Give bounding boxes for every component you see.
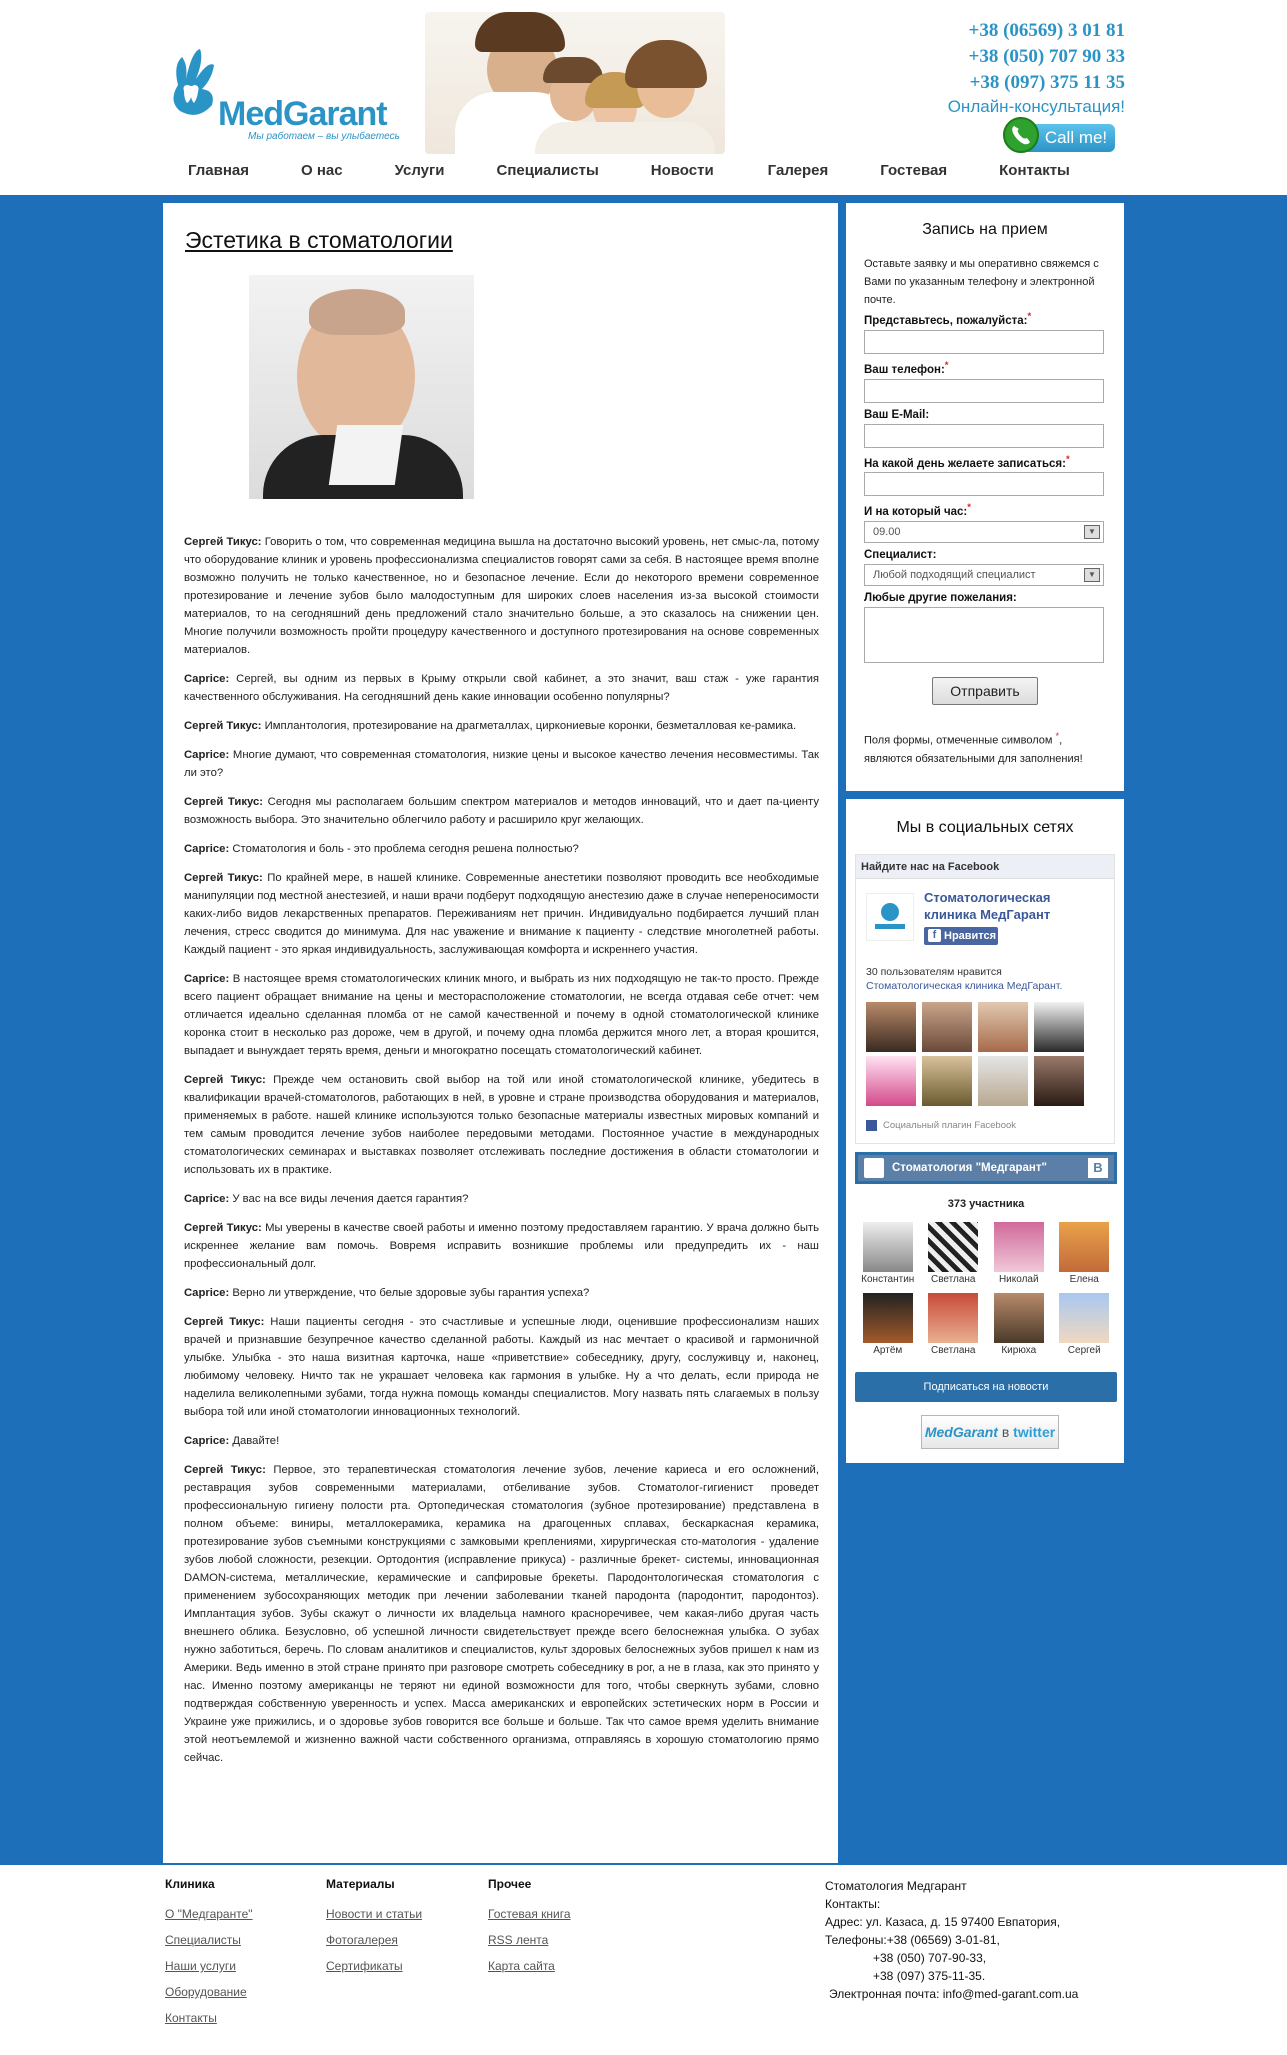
- brand-name: MedGarant: [218, 95, 387, 133]
- footer-link[interactable]: Гостевая книга: [488, 1907, 571, 1921]
- wishes-textarea[interactable]: [864, 607, 1104, 663]
- wishes-label: Любые другие пожелания:: [864, 592, 1017, 605]
- member-avatar: [863, 1222, 913, 1272]
- footer-link[interactable]: Фотогалерея: [326, 1933, 398, 1947]
- vk-member[interactable]: Кирюха: [986, 1293, 1052, 1356]
- vk-member[interactable]: Сергей: [1052, 1293, 1118, 1356]
- form-title: Запись на прием: [922, 221, 1048, 238]
- facebook-like-button[interactable]: f Нравится: [924, 927, 998, 945]
- email-input[interactable]: [864, 424, 1104, 448]
- header-family-photo: [425, 12, 725, 154]
- fan-avatar[interactable]: [922, 1002, 972, 1052]
- fan-avatar[interactable]: [866, 1002, 916, 1052]
- article-paragraph: Caprice: Стоматология и боль - это проблема сегодня решена полностью?: [184, 843, 579, 855]
- fan-avatar[interactable]: [866, 1056, 916, 1106]
- phone-2[interactable]: +38 (050) 707 90 33: [968, 46, 1125, 67]
- main-nav: [165, 160, 1125, 190]
- vk-member[interactable]: Светлана: [921, 1293, 987, 1356]
- fan-avatar[interactable]: [1034, 1002, 1084, 1052]
- footer-link[interactable]: Карта сайта: [488, 1959, 555, 1973]
- footer-col-title: Прочее: [488, 1877, 532, 1891]
- name-label: Представьтесь, пожалуйста:*: [864, 311, 1032, 327]
- footer-link[interactable]: Контакты: [165, 2011, 217, 2025]
- footer-col-title: Клиника: [165, 1877, 215, 1891]
- chevron-down-icon: ▼: [1084, 525, 1100, 539]
- submit-button[interactable]: Отправить: [932, 677, 1038, 705]
- fan-avatar[interactable]: [978, 1002, 1028, 1052]
- article-title: Эстетика в стоматологии: [185, 227, 453, 253]
- name-input[interactable]: [864, 330, 1104, 354]
- vk-widget: [855, 1152, 1117, 1452]
- form-required-note: Поля формы, отмеченные символом *, являются обязательными для заполнения!: [864, 731, 1083, 765]
- nav-gallery[interactable]: Галерея: [767, 162, 829, 179]
- article-paragraph: Caprice: Давайте!: [184, 1435, 280, 1447]
- page-logo[interactable]: [866, 893, 914, 941]
- article-paragraph: Сергей Тикус: По крайней мере, в нашей клинике. Современные анестетики позволяют проводить все необходимые манипуляции под местной анестезией, и наши врачи подберут подходящую анестезию даже в случае непереносимости каких-либо видов лекарственных препаратов. Переживаниям нет причин. Индивидуально подбирается лучший план лечения, стресс сводится до минимума. Для нас уважение и внимание к пациенту - следствие многолетней работы. Каждый пациент - это яркая индивидуальность, заслуживающая комфорта и искреннего участия.: [184, 872, 819, 956]
- article-paragraph: Caprice: У вас на все виды лечения дается гарантия?: [184, 1193, 469, 1205]
- footer-link[interactable]: Сертификаты: [326, 1959, 403, 1973]
- chevron-down-icon: ▼: [1084, 568, 1100, 582]
- vk-member-count: 373 участника: [947, 1198, 1025, 1210]
- email-label: Ваш E-Mail:: [864, 408, 930, 421]
- social-panel: [846, 799, 1124, 1463]
- vk-members: [855, 1222, 1117, 1356]
- online-consultation-link[interactable]: Онлайн-консультация!: [947, 97, 1125, 116]
- article-paragraph: Сергей Тикус: Первое, это терапевтическая стоматология лечение зубов, лечение кариеса и его осложнений, реставрация зубов современными материалами, отбеливание зубов. Стоматолог-гигиенист проведет профессиональную гигиену полости рта. Ортопедическая стоматология (зубное протезирование) представлена в полном объеме: виниры, металлокерамика, керамика на драгоценных сплавах, бескаркасная керамика, протезирование зубов съемными конструкциями с замковыми креплениями, хирургическая сто-матология - удаление зубов любой сложности, резекции. Ортодонтия (исправление прикуса) - различные брекет- системы, инновационная DAMON-система, металлические, керамические и сапфировые брекеты. Пародонтологическая стоматология с применением зубосохраняющих методик при лечении заболевании тканей пародонта (пародонтит, пародонтоз). Имплантация зубов. Зубы скажут о личности их владельца намного красноречивее, чем какая-либо другая часть внешнего облика. Безусловно, об успешной личности свидетельствует прежде всего белоснежная улыбка. О зубах нужно заботиться, беречь. По словам аналитиков и специалистов, культ здоровых белоснежных зубов пришел к нам из Америки. Ведь именно в этой стране принято при разговоре смотреть собеседнику в рог, а не в глаза, как это принято у нас. Именно поэтому американцы не теряют ни единой возможности для того, чтобы сверкнуть зубами, словно подтверждая собственную уверенность и успех. Масса американских и европейских эстетических норм в России и Украине уже прижились, и о здоровье зубов говорится все больше и больше. Так что самое время уделить внимание этой неотъемлемой и жизненно важной части собственного организма, отправляясь в хорошую стоматологию прямо сейчас.: [184, 1464, 820, 1764]
- vk-member[interactable]: Елена: [1052, 1222, 1118, 1285]
- article-paragraph: Сергей Тикус: Наши пациенты сегодня - это счастливые и успешные люди, оценившие профессионализм наших врачей и признавшие безупречное качество сделанной работы. Каждый из нас мечтает о красивой и гармоничной улыбке. Улыбка - это наша визитная карточка, наше «приветствие» собеседнику, другу, сослуживцу и, наконец, любимому человеку. Ничто так не украшает человека как гармония в улыбке. Ну а что делать, если природа не наделила великолепными зубами, тогда нужна помощь команды специалистов. Могу назвать пять слагаемых в пользу выбора той или иной стоматологии инновационных технологий.: [184, 1316, 820, 1418]
- facebook-widget: [855, 854, 1115, 1144]
- footer-link[interactable]: Наши услуги: [165, 1959, 236, 1973]
- footer-link[interactable]: RSS лента: [488, 1933, 549, 1947]
- article-paragraph: Сергей Тикус: Сегодня мы располагаем большим спектром материалов и методов инноваций, что и дает па-циенту возможность выбора. Это значительно облегчило работу и расширило круг желающих.: [184, 796, 819, 826]
- footer-col-other: [488, 1877, 571, 1979]
- facebook-header: Найдите нас на Facebook: [856, 855, 1114, 879]
- footer-link[interactable]: Новости и статьи: [326, 1907, 423, 1921]
- member-avatar: [928, 1293, 978, 1343]
- social-title: Мы в социальных сетях: [896, 819, 1074, 836]
- footer-link[interactable]: Оборудование: [165, 1985, 247, 1999]
- footer-link[interactable]: О "Медгаранте": [165, 1907, 253, 1921]
- footer-col-title: Материалы: [326, 1877, 395, 1891]
- specialist-select[interactable]: Любой подходящий специалист ▼: [864, 564, 1104, 586]
- facebook-page: [866, 889, 1106, 949]
- vk-member[interactable]: Николай: [986, 1222, 1052, 1285]
- doctor-photo: [249, 275, 474, 499]
- article-paragraph: Caprice: Сергей, вы одним из первых в Крыму открыли свой кабинет, а это значит, ваш стаж - уже гарантия качественного обслуживания. На сегодняшний день какие инновации особенно популярны?: [184, 673, 819, 703]
- site-footer: [0, 1865, 1287, 2055]
- nav-services[interactable]: Услуги: [394, 162, 445, 179]
- nav-specialists[interactable]: Специалисты: [496, 162, 599, 179]
- form-intro: Оставьте заявку и мы оперативно свяжемся с Вами по указанным телефону и электронной почте.: [864, 258, 1099, 306]
- member-avatar: [994, 1222, 1044, 1272]
- vk-logo-icon: B: [1088, 1158, 1108, 1178]
- fan-avatar[interactable]: [978, 1056, 1028, 1106]
- phone-3[interactable]: +38 (097) 375 11 35: [969, 72, 1125, 93]
- nav-guestbook[interactable]: Гостевая: [880, 162, 948, 179]
- member-avatar: [1059, 1293, 1109, 1343]
- phone-input[interactable]: [864, 379, 1104, 403]
- footer-email[interactable]: Электронная почта: info@med-garant.com.ua: [829, 1987, 1079, 2001]
- vk-header[interactable]: Стоматология "Медгарант" B: [855, 1152, 1117, 1184]
- facebook-fans-link[interactable]: Стоматологическая клиника МедГарант.: [866, 980, 1063, 992]
- article-paragraph: Сергей Тикус: Мы уверены в качестве своей работы и именно поэтому предоставляем гарантию. У врача должно быть искреннее желание вам помочь. Вовремя исправить возникшие проблемы или предупредить их - наш профессиональный долг.: [184, 1222, 820, 1270]
- nav-news[interactable]: Новости: [650, 162, 714, 179]
- phone-icon: [1003, 117, 1039, 153]
- day-label: На какой день желаете записаться:*: [864, 453, 1070, 470]
- appointment-form: [846, 203, 1124, 791]
- group-logo-icon: [864, 1158, 884, 1178]
- facebook-small-icon: [866, 1120, 877, 1131]
- article-body: [184, 533, 819, 1778]
- member-avatar: [863, 1293, 913, 1343]
- article-paragraph: Caprice: В настоящее время стоматологических клиник много, и выбрать из них подходящую не так-то просто. Прежде всего пациент обращает внимание на цены и месторасположение стоматологии, не всегда отдавая себе отчет: чем отличается идеально сделанная пломба от не самой качественной и почему в одной стоматологической клинике коронка стоит в несколько раз дороже, чем в другой, и почему одна пломба держится много лет, а вторая крошится, выпадает и вынуждает терять время, деньги и многократно посещать стоматологический кабинет.: [184, 973, 819, 1057]
- vk-member[interactable]: Светлана: [921, 1222, 987, 1285]
- facebook-faces: [866, 1002, 1106, 1106]
- hour-label: И на который час:*: [864, 502, 971, 519]
- footer-col-clinic: [165, 1877, 253, 2031]
- fan-avatar[interactable]: [1034, 1056, 1084, 1106]
- article-paragraph: Caprice: Многие думают, что современная стоматология, низкие цены и высокое качество лечения несовместимы. Так ли это?: [184, 749, 819, 779]
- specialist-label: Специалист:: [864, 549, 937, 562]
- facebook-plugin-note: Социальный плагин Facebook: [866, 1120, 1016, 1131]
- site-logo[interactable]: [168, 45, 400, 145]
- article-paragraph: Сергей Тикус: Имплантология, протезирование на драгметаллах, циркониевые коронки, безметалловая ке-рамика.: [184, 720, 797, 732]
- member-avatar: [1059, 1222, 1109, 1272]
- facebook-fans-text: 30 пользователям нравится Стоматологическая клиника МедГарант.: [866, 966, 1063, 992]
- fan-avatar[interactable]: [922, 1056, 972, 1106]
- facebook-page-name[interactable]: Стоматологическая клиника МедГарант: [924, 890, 1051, 922]
- footer-link[interactable]: Специалисты: [165, 1933, 241, 1947]
- vk-member[interactable]: Артём: [855, 1293, 921, 1356]
- site-header: [0, 0, 1287, 195]
- footer-col-materials: [326, 1877, 422, 1979]
- member-avatar: [928, 1222, 978, 1272]
- article-paragraph: Сергей Тикус: Говорить о том, что современная медицина вышла на достаточно высокий уровень, нет смыс-ла, потому что оборудование клиник и уровень профессионализма специалистов говорят сами за себя. В настоящее время вполне возможно получить не только качественное, но и безопасное лечение. Если до некоторого времени современное протезирование и лечение зубов было малодоступным для широких слоев населения из-за высокой стоимости материалов, то на сегодняшний день предложений стало значительно больше, а это сказалось на снижении цен. Многие получили возможность пройти процедуру качественного и доступного протезирования на основе современных материалов.: [184, 536, 819, 656]
- day-input[interactable]: [864, 472, 1104, 496]
- vk-member[interactable]: Константин: [855, 1222, 921, 1285]
- member-avatar: [994, 1293, 1044, 1343]
- call-me-button[interactable]: [1003, 117, 1115, 155]
- nav-home[interactable]: Главная: [188, 162, 250, 179]
- article-paragraph: Сергей Тикус: Прежде чем остановить свой выбор на той или иной стоматологической клинике, убедитесь в квалификации врачей-стоматологов, работающих в ней, в уровне и стране производства оборудования и материалов, применяемых в работе. нашей клинике используются только безопасные материалы известных мировых компаний и тем самым проводится лечение зубов наиболее передовыми методами. Постоянное участие в международных стоматологических семинарах и выставках позволяет отслеживать последние достижения в области стоматологии и использовать их в практике.: [184, 1074, 819, 1176]
- phone-1[interactable]: +38 (06569) 3 01 81: [968, 20, 1125, 41]
- vk-subscribe-button[interactable]: Подписаться на новости: [855, 1372, 1117, 1402]
- phone-label: Ваш телефон:*: [864, 359, 949, 376]
- contact-phones: [900, 18, 1125, 118]
- article-panel: [163, 203, 838, 1863]
- brand-tagline: Мы работаем – вы улыбаетесь: [248, 131, 400, 142]
- nav-contacts[interactable]: Контакты: [999, 162, 1070, 179]
- hour-select[interactable]: 09.00 ▼: [864, 521, 1104, 543]
- nav-about[interactable]: О нас: [301, 162, 343, 179]
- call-me-label: Call me!: [1023, 124, 1115, 152]
- footer-contacts: Стоматология Медгарант Контакты: Адрес: ул. Казаса, д. 15 97400 Евпатория, Телефоны:+38 (06569) 3-01-81, +38 (050) 707-90-33, +38 (097) 375-11-35. Электронная почта: info@med-garant.com.ua: [825, 1879, 1079, 2001]
- twitter-button[interactable]: MedGarant в twitter: [921, 1415, 1059, 1449]
- article-paragraph: Caprice: Верно ли утверждение, что белые здоровые зубы гарантия успеха?: [184, 1287, 590, 1299]
- facebook-icon: f: [928, 929, 941, 942]
